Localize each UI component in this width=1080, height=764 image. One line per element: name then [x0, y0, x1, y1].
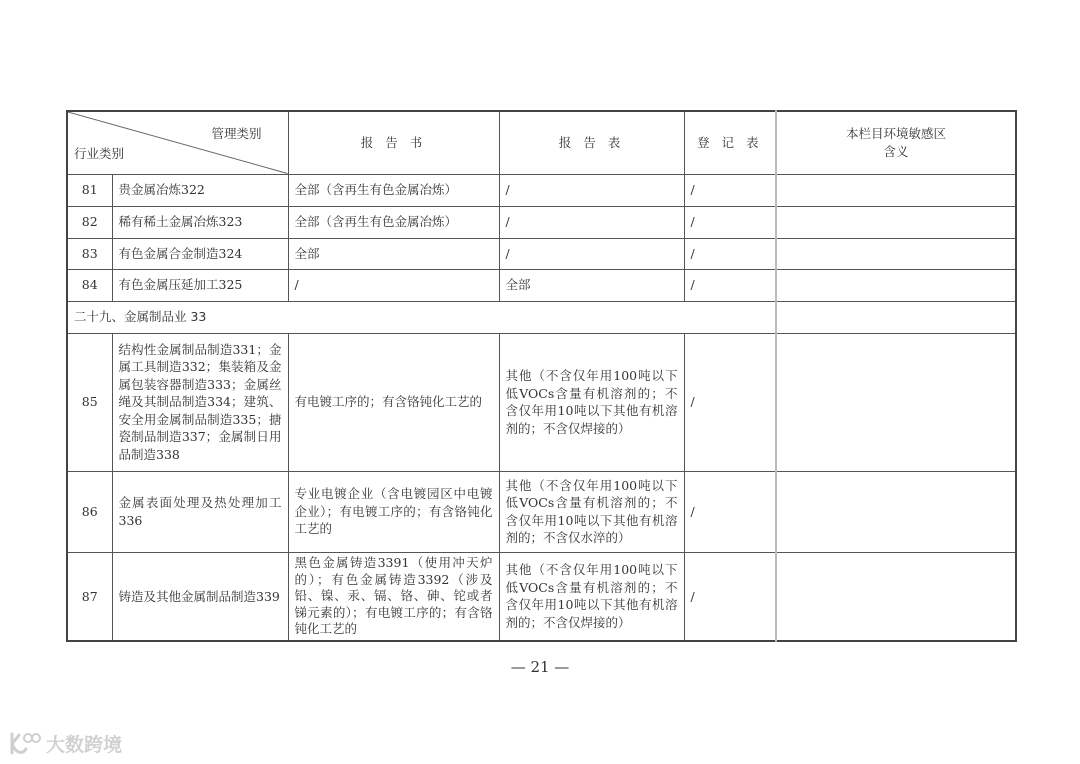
report-book-value: 全部（含再生有色金属冶炼） — [288, 174, 499, 206]
sensitive-area-value — [776, 206, 1016, 238]
register-value: / — [684, 174, 776, 206]
industry-name: 有色金属合金制造324 — [112, 238, 288, 269]
report-form-value: 其他（不含仅年用100吨以下低VOCs含量有机溶剂的；不含仅年用10吨以下其他有机溶剂的；不含仅水淬的） — [499, 471, 684, 552]
section-header-row — [67, 301, 1016, 333]
sensitive-area-value — [776, 471, 1016, 552]
sensitive-area-value — [776, 238, 1016, 269]
table-row — [67, 206, 1016, 238]
industry-name: 铸造及其他金属制品制造339 — [112, 552, 288, 641]
header-sensitive-line1: 本栏目环境敏感区 — [845, 126, 946, 142]
row-number: 86 — [67, 471, 112, 552]
register-value: / — [684, 471, 776, 552]
report-form-value: / — [499, 238, 684, 269]
header-sensitive-area — [776, 111, 1016, 174]
diagonal-line — [68, 112, 288, 174]
header-sensitive-line2: 含义 — [883, 143, 909, 159]
sensitive-area-value — [776, 552, 1016, 641]
report-form-value: 其他（不含仅年用100吨以下低VOCs含量有机溶剂的；不含仅年用10吨以下其他有机溶剂的；不含仅焊接的） — [499, 333, 684, 471]
header-report-book: 报 告 书 — [288, 111, 499, 174]
sensitive-area-value — [776, 174, 1016, 206]
industry-name: 金属表面处理及热处理加工336 — [112, 471, 288, 552]
report-book-value: / — [288, 269, 499, 301]
industry-category-label: 行业类别 — [74, 146, 125, 161]
table-header-row — [67, 111, 1016, 174]
diagonal-header-cell — [67, 111, 288, 174]
k100-logo-icon — [8, 731, 42, 757]
industry-classification-table — [66, 110, 1017, 642]
register-value: / — [684, 269, 776, 301]
row-number: 83 — [67, 238, 112, 269]
report-book-value: 专业电镀企业（含电镀园区中电镀企业）；有电镀工序的；有含铬钝化工艺的 — [288, 471, 499, 552]
industry-name: 贵金属冶炼322 — [112, 174, 288, 206]
management-category-label: 管理类别 — [211, 126, 262, 141]
table-row — [67, 238, 1016, 269]
register-value: / — [684, 552, 776, 641]
industry-name: 稀有稀土金属冶炼323 — [112, 206, 288, 238]
sensitive-area-value — [776, 269, 1016, 301]
report-form-value: 其他（不含仅年用100吨以下低VOCs含量有机溶剂的；不含仅年用10吨以下其他有机溶剂的；不含仅焊接的） — [499, 552, 684, 641]
register-value: / — [684, 238, 776, 269]
report-book-value: 黑色金属铸造3391（使用冲天炉的）；有色金属铸造3392（涉及铅、镍、汞、镉、铬、砷、铊或者锑元素的）；有电镀工序的；有含铬钝化工艺的 — [288, 552, 499, 641]
report-book-value: 全部 — [288, 238, 499, 269]
report-form-value: / — [499, 206, 684, 238]
table-row — [67, 174, 1016, 206]
industry-name: 结构性金属制品制造331；金属工具制造332；集装箱及金属包装容器制造333；金属丝绳及其制品制造334；建筑、安全用金属制品制造335；搪瓷制品制造337；金属制日用品制造338 — [112, 333, 288, 471]
header-register-form: 登 记 表 — [684, 111, 776, 174]
report-book-value: 有电镀工序的；有含铬钝化工艺的 — [288, 333, 499, 471]
industry-name: 有色金属压延加工325 — [112, 269, 288, 301]
row-number: 87 — [67, 552, 112, 641]
table-row — [67, 552, 1016, 641]
report-form-value: 全部 — [499, 269, 684, 301]
section-title: 二十九、金属制品业 33 — [67, 301, 776, 333]
table-row — [67, 333, 1016, 471]
table-row — [67, 269, 1016, 301]
row-number: 81 — [67, 174, 112, 206]
sensitive-area-value — [776, 333, 1016, 471]
table-row — [67, 471, 1016, 552]
row-number: 85 — [67, 333, 112, 471]
register-value: / — [684, 206, 776, 238]
section-sensitive-value — [776, 301, 1016, 333]
watermark-brand-text: 大数跨境 — [46, 734, 123, 756]
header-report-form: 报 告 表 — [499, 111, 684, 174]
row-number: 82 — [67, 206, 112, 238]
report-book-value: 全部（含再生有色金属冶炼） — [288, 206, 499, 238]
watermark — [8, 730, 122, 757]
page-number: — 21 — — [510, 658, 570, 676]
report-form-value: / — [499, 174, 684, 206]
row-number: 84 — [67, 269, 112, 301]
register-value: / — [684, 333, 776, 471]
